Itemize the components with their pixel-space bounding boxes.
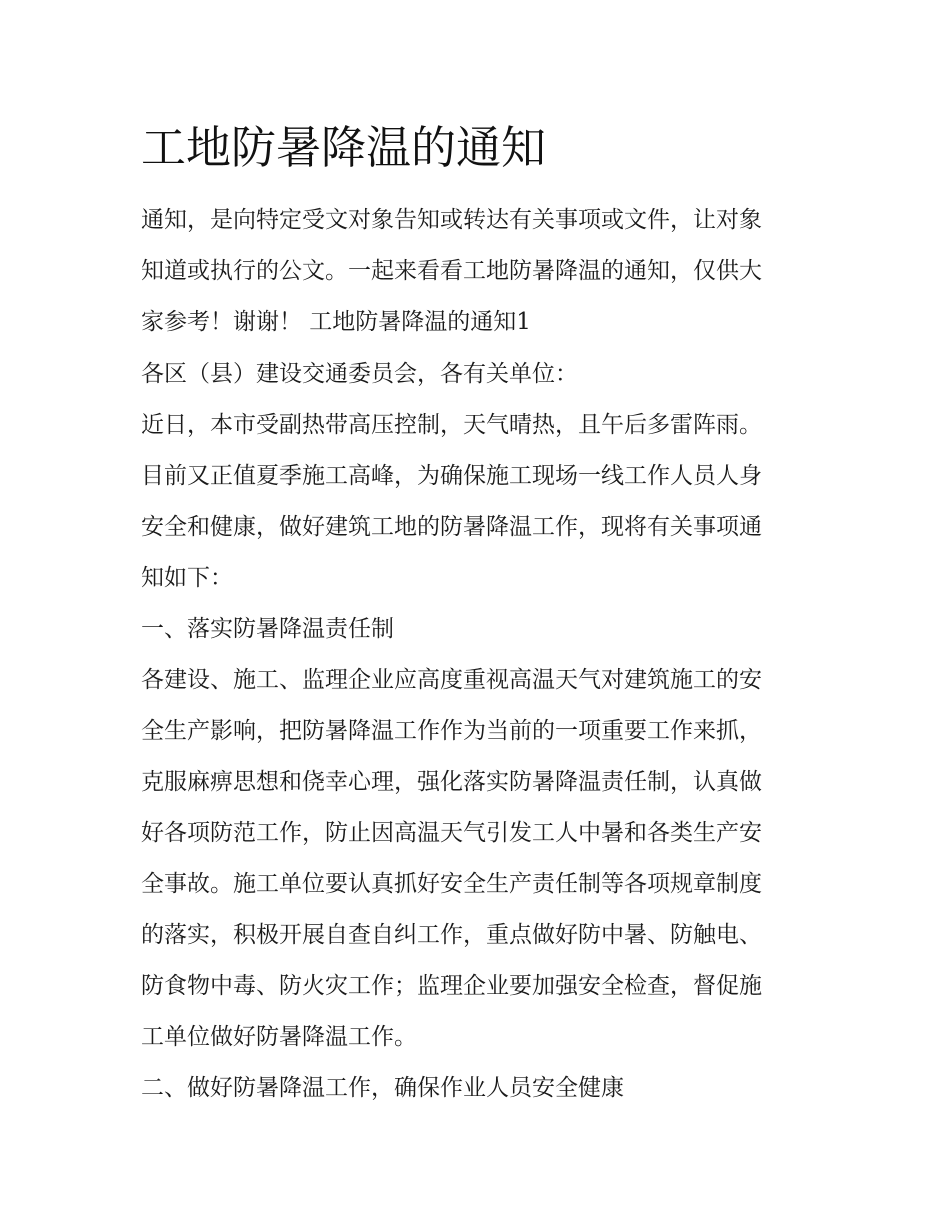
body-line: 近日，本市受副热带高压控制，天气晴热，且午后多雷阵雨。 xyxy=(141,412,762,438)
body-line: 知道或执行的公文。一起来看看工地防暑降温的通知，仅供大 xyxy=(141,258,762,284)
body-line: 知如下： xyxy=(141,565,233,591)
body-line: 全事故。施工单位要认真抓好安全生产责任制等各项规章制度 xyxy=(141,871,762,897)
body-line: 安全和健康，做好建筑工地的防暑降温工作，现将有关事项通 xyxy=(141,514,762,540)
body-line: 防食物中毒、防火灾工作；监理企业要加强安全检查，督促施 xyxy=(141,973,762,999)
body-line: 全生产影响，把防暑降温工作作为当前的一项重要工作来抓， xyxy=(141,718,762,744)
body-line: 家参考！谢谢！ 工地防暑降温的通知1 xyxy=(141,309,531,335)
document-title: 工地防暑降温的通知 xyxy=(141,121,547,174)
body-line: 各区（县）建设交通委员会，各有关单位： xyxy=(141,361,578,387)
body-line: 好各项防范工作，防止因高温天气引发工人中暑和各类生产安 xyxy=(141,820,762,846)
section-heading: 一、落实防暑降温责任制 xyxy=(141,616,394,642)
body-line: 的落实，积极开展自查自纠工作，重点做好防中暑、防触电、 xyxy=(141,922,762,948)
section-heading: 二、做好防暑降温工作，确保作业人员安全健康 xyxy=(141,1075,624,1101)
body-line: 通知，是向特定受文对象告知或转达有关事项或文件，让对象 xyxy=(141,207,762,233)
body-line: 工单位做好防暑降温工作。 xyxy=(141,1024,417,1050)
body-line: 目前又正值夏季施工高峰，为确保施工现场一线工作人员人身 xyxy=(141,463,762,489)
body-line: 各建设、施工、监理企业应高度重视高温天气对建筑施工的安 xyxy=(141,667,762,693)
body-line: 克服麻痹思想和侥幸心理，强化落实防暑降温责任制，认真做 xyxy=(141,769,762,795)
